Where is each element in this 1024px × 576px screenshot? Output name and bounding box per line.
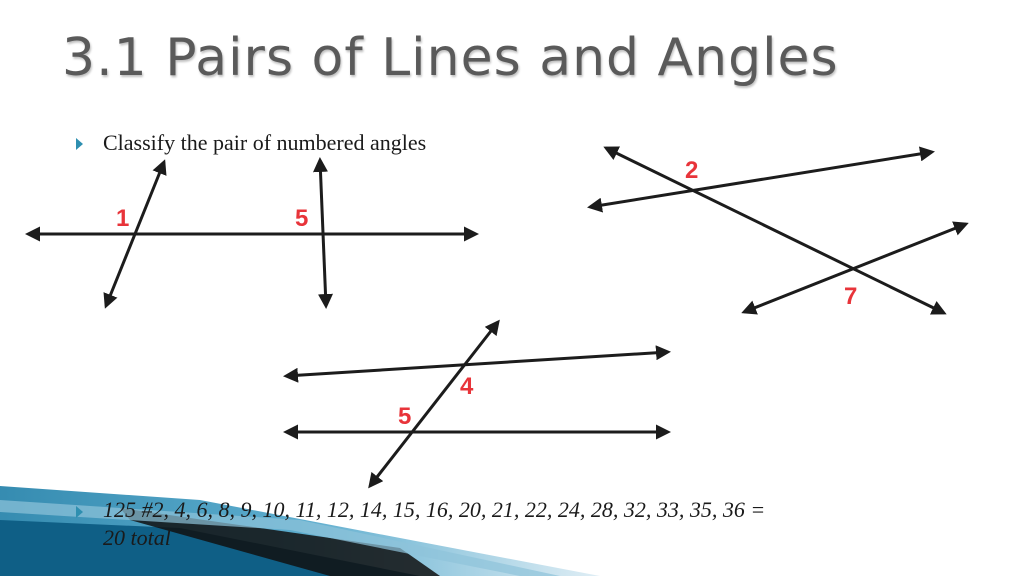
homework-line-2: 20 total: [103, 525, 171, 550]
figure-a-label-right: 5: [295, 205, 309, 232]
figure-b-steep-line: [606, 148, 944, 313]
figure-c-label-upper: 4: [460, 373, 474, 400]
figure-c-transversal: [370, 322, 498, 486]
homework-assignment: [103, 496, 983, 552]
figure-c: [286, 322, 668, 486]
slide-title: 3.1 Pairs of Lines and Angles: [62, 28, 839, 88]
figure-c-upper-line: [286, 352, 668, 376]
figure-b-label-bottom: 7: [844, 283, 858, 310]
bullet-prompt: Classify the pair of numbered angles: [103, 130, 427, 155]
figure-c-label-lower: 5: [398, 403, 412, 430]
figure-a: [28, 160, 476, 306]
figure-b-label-top: 2: [685, 157, 699, 184]
figure-a-label-left: 1: [116, 205, 130, 232]
homework-line-1: 125 #2, 4, 6, 8, 9, 10, 11, 12, 14, 15, 16, 20, 21, 22, 24, 28, 32, 33, 35, 36 =: [103, 497, 766, 522]
figure-b: [590, 148, 966, 313]
figure-b-shallow-line: [590, 152, 932, 207]
bullet-arrow-icon-2: [76, 506, 83, 518]
